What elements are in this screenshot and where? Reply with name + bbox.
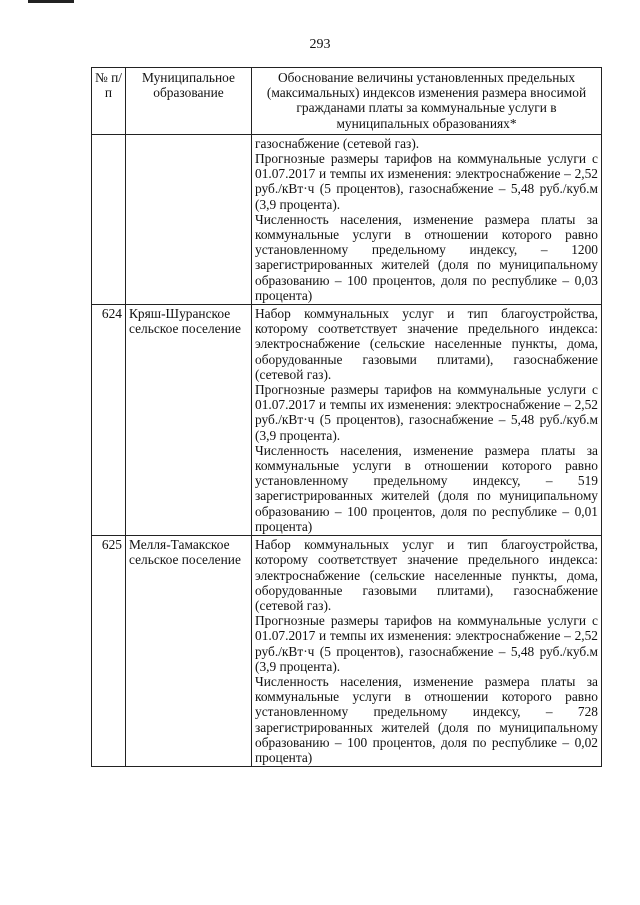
table-header-row <box>92 68 602 135</box>
row-justification <box>252 134 602 304</box>
tariff-table <box>91 67 602 767</box>
header-num: № п/п <box>92 68 126 135</box>
row-num <box>92 134 126 304</box>
table-row <box>92 134 602 304</box>
row-justification <box>252 305 602 536</box>
row-num: 625 <box>92 536 126 767</box>
row-paragraph: Набор коммунальных услуг и тип благоустройства, которому соответствует значение предельного индекса: электроснабжение (сельские населенные пункты, дома, оборудованные газовыми плитами), газоснабжение (сетевой газ). <box>255 537 598 613</box>
row-num: 624 <box>92 305 126 536</box>
row-paragraph: Набор коммунальных услуг и тип благоустройства, которому соответствует значение предельного индекса: электроснабжение (сельские населенные пункты, дома, оборудованные газовыми плитами), газоснабжение (сетевой газ). <box>255 306 598 382</box>
row-justification <box>252 536 602 767</box>
row-paragraph: Прогнозные размеры тарифов на коммунальные услуги с 01.07.2017 и темпы их изменения: электроснабжение – 2,52 руб./кВт·ч (5 процентов), газоснабжение – 5,48 руб./куб.м (3,9 процента). <box>255 382 598 443</box>
row-paragraph: Прогнозные размеры тарифов на коммунальные услуги с 01.07.2017 и темпы их изменения: электроснабжение – 2,52 руб./кВт·ч (5 процентов), газоснабжение – 5,48 руб./куб.м (3,9 процента). <box>255 613 598 674</box>
table-row <box>92 536 602 767</box>
row-paragraph: Численность населения, изменение размера платы за коммунальные услуги в отношении которого равно установленному предельному индексу, – 728 зарегистрированных жителей (доля по муниципальному образованию – 100 процентов, доля по республике – 0,02 процента) <box>255 673 598 765</box>
table-row <box>92 305 602 536</box>
top-rule <box>28 0 74 3</box>
header-justification: Обоснование величины установленных предельных (максимальных) индексов изменения размера вносимой гражданами платы за коммунальные услуги в муниципальных образованиях* <box>252 68 602 135</box>
row-paragraph: Численность населения, изменение размера платы за коммунальные услуги в отношении которого равно установленному предельному индексу, – 1200 зарегистрированных жителей (доля по муниципальному образованию – 100 процентов, доля по республике – 0,03 процента) <box>255 211 598 303</box>
header-municipality: Муниципальное образование <box>126 68 252 135</box>
row-paragraph: Прогнозные размеры тарифов на коммунальные услуги с 01.07.2017 и темпы их изменения: электроснабжение – 2,52 руб./кВт·ч (5 процентов), газоснабжение – 5,48 руб./куб.м (3,9 процента). <box>255 151 598 212</box>
row-municipality: Кряш-Шуранское сельское поселение <box>126 305 252 536</box>
page-number: 293 <box>309 37 331 52</box>
row-paragraph: Численность населения, изменение размера платы за коммунальные услуги в отношении которого равно установленному предельному индексу, – 519 зарегистрированных жителей (доля по муниципальному образованию – 100 процентов, доля по республике – 0,01 процента) <box>255 442 598 534</box>
row-municipality: Мелля-Тамакское сельское поселение <box>126 536 252 767</box>
row-paragraph: газоснабжение (сетевой газ). <box>255 135 420 151</box>
row-municipality <box>126 134 252 304</box>
